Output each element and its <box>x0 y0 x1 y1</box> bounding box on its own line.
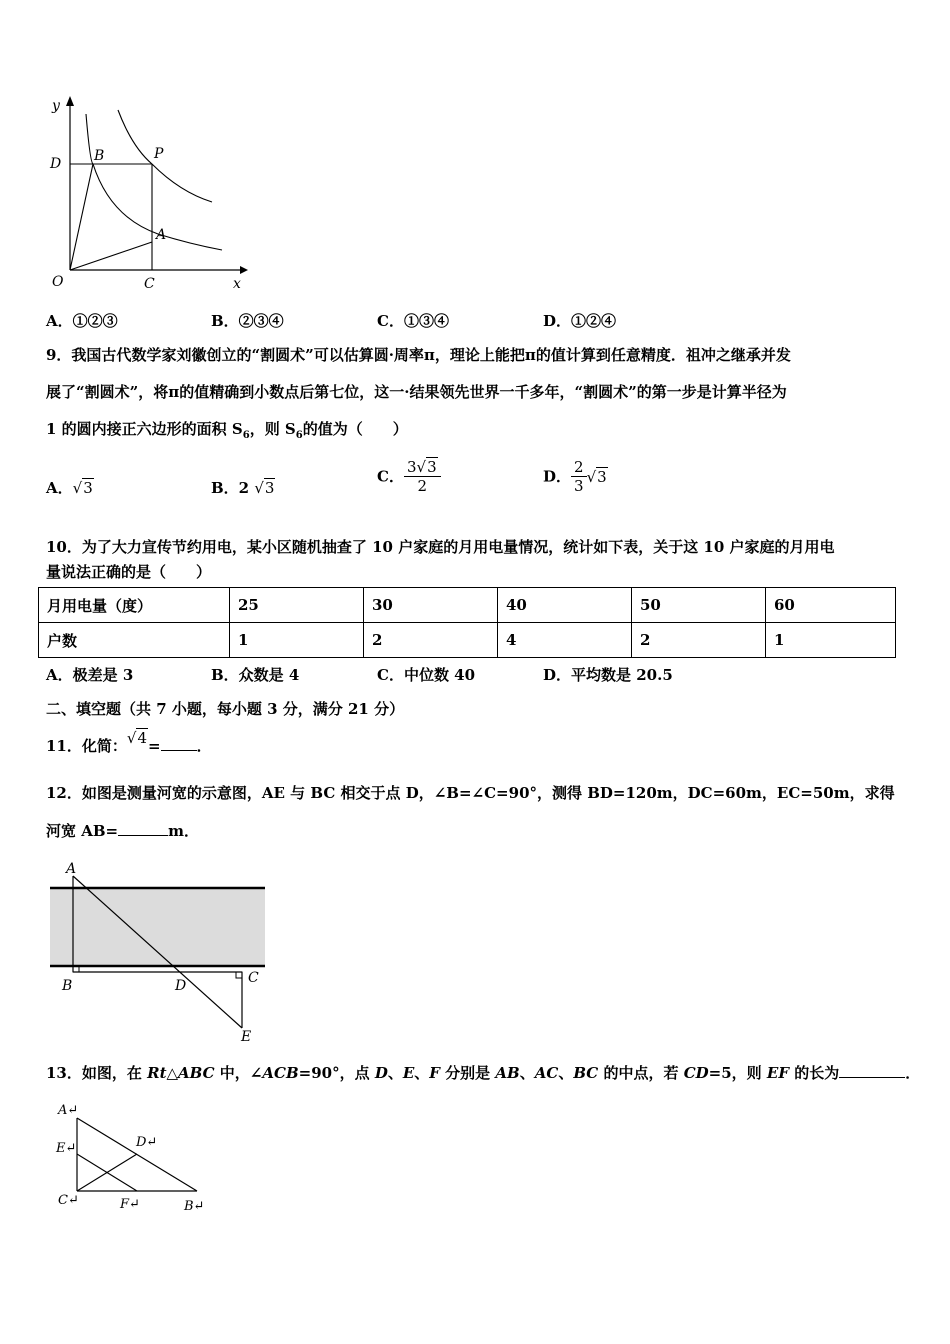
q13-label-d: D↵ <box>136 1135 158 1150</box>
q12-label-b: B <box>62 978 73 994</box>
table-cell: 25 <box>230 588 364 623</box>
q12-label-e: E <box>241 1029 252 1045</box>
table-cell: 2 <box>364 623 498 658</box>
q8-option-d: D．①②④ <box>543 312 617 330</box>
table-cell: 60 <box>766 588 896 623</box>
q9-stem-line1: 9．我国古代数学家刘徽创立的“割圆术”可以估算圆·周率π，理论上能把π的值计算到任意精度．祖冲之继承并发 <box>46 346 791 364</box>
q12-label-d: D <box>175 978 187 994</box>
q9-option-a: A．√3 <box>46 479 93 497</box>
table-cell: 月用电量（度） <box>39 588 230 623</box>
q12-label-c: C <box>248 970 259 986</box>
q9-option-c: C． $\frac{3√3}{2}$ <box>377 458 441 495</box>
table-row <box>39 588 896 623</box>
q12-stem-line2: 河宽 AB= m． <box>46 822 199 840</box>
q8-option-b: B．②③④ <box>211 312 284 330</box>
table-row <box>39 623 896 658</box>
section-heading-fill-in: 二、填空题（共 7 小题，每小题 3 分，满分 21 分） <box>46 700 405 718</box>
q13-triangle-figure <box>50 1098 220 1218</box>
table-cell: 4 <box>498 623 632 658</box>
q10-option-b: B．众数是 4 <box>211 666 300 684</box>
q9-option-d: D． $\frac{2}{3}$ √3 <box>543 458 607 495</box>
table-cell: 30 <box>364 588 498 623</box>
q11-stem: 11．化简：√4= ． <box>46 729 212 755</box>
q10-stem-line2: 量说法正确的是（ ） <box>46 563 212 581</box>
q9-option-b: B．2 √3 <box>211 479 275 497</box>
q10-option-c: C．中位数 40 <box>377 666 476 684</box>
q8-graph-figure <box>40 92 250 297</box>
table-cell: 1 <box>766 623 896 658</box>
q13-label-e: E↵ <box>56 1141 77 1156</box>
table-cell: 40 <box>498 588 632 623</box>
q12-stem-line1: 12．如图是测量河宽的示意图，AE 与 BC 相交于点 D，∠B=∠C=90°，测得 BD=120m，DC=60m，EC=50m，求得 <box>46 784 895 802</box>
q8-label-p: P <box>154 146 164 162</box>
q8-option-a: A．①②③ <box>46 312 118 330</box>
q8-label-c: C <box>144 276 155 292</box>
q13-label-b: B↵ <box>184 1199 205 1214</box>
q12-label-a: A <box>66 861 77 877</box>
q8-label-d: D <box>50 156 62 172</box>
table-cell: 50 <box>632 588 766 623</box>
q9-stem-line2: 展了“割圆术”，将π的值精确到小数点后第七位，这一·结果领先世界一千多年，“割圆术”的第一步是计算半径为 <box>46 383 787 401</box>
q10-data-table <box>38 587 896 658</box>
q8-label-y: y <box>52 98 60 114</box>
q13-label-c: C↵ <box>58 1193 79 1208</box>
q8-option-c: C．①③④ <box>377 312 449 330</box>
q9-stem-line3: 1 的圆内接正六边形的面积 $S_6$，则 $S_6$的值为（ ） <box>46 420 408 441</box>
q13-label-a: A↵ <box>58 1103 79 1118</box>
table-cell: 1 <box>230 623 364 658</box>
q10-option-a: A．极差是 3 <box>46 666 134 684</box>
q13-label-f: F↵ <box>120 1197 140 1212</box>
q12-river-figure <box>40 858 280 1048</box>
q8-label-x: x <box>233 276 241 292</box>
q8-label-b: B <box>94 148 105 164</box>
q8-label-a: A <box>156 227 167 243</box>
q8-label-o: O <box>52 274 64 290</box>
q10-option-d: D．平均数是 20.5 <box>543 666 673 684</box>
q10-stem-line1: 10．为了大力宣传节约用电，某小区随机抽查了 10 户家庭的月用电量情况，统计如下表，关于这 10 户家庭的月用电 <box>46 538 835 556</box>
table-cell: 户数 <box>39 623 230 658</box>
table-cell: 2 <box>632 623 766 658</box>
q13-stem: 13．如图，在 Rt△ABC 中，∠ACB=90°，点 D、E、F 分别是 AB、AC、BC 的中点，若 CD=5，则 EF 的长为 ． <box>46 1064 921 1082</box>
